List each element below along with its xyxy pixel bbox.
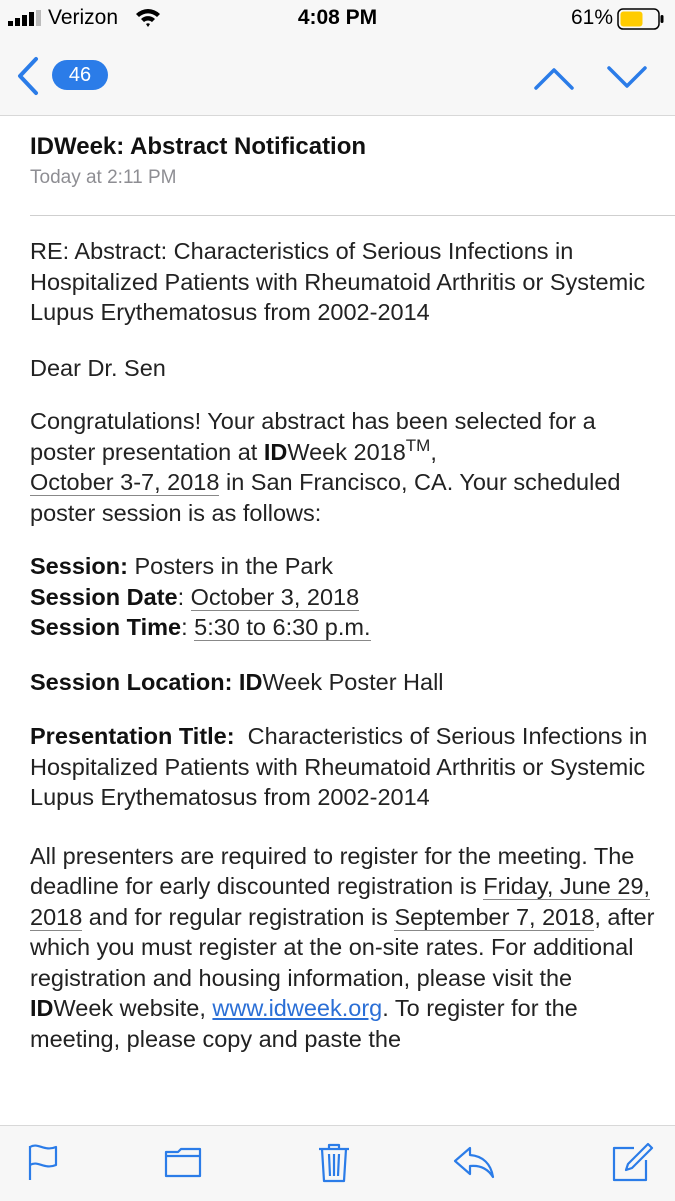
move-folder-button[interactable] — [162, 1140, 206, 1184]
registration-text-3: , after which you must register at the on-site rates. For additional registration and housing information, please visit the — [30, 903, 655, 991]
email-body — [30, 236, 660, 1054]
previous-message-button[interactable] — [530, 60, 578, 96]
conference-dates-link[interactable]: October 3-7, 2018 — [30, 469, 220, 495]
presentation-title-label: Presentation Title: — [30, 723, 235, 749]
reply-button[interactable] — [452, 1140, 496, 1184]
presentation-title — [30, 721, 660, 813]
flag-icon — [22, 1140, 66, 1184]
bottom-toolbar — [0, 1125, 675, 1201]
session-details: Session: Posters in the Park Session Date: October 3, 2018 Session Time: 5:30 to 6:30 p.m. — [30, 553, 371, 640]
status-bar — [0, 0, 675, 38]
registration-text-5: . To register for the meeting, please copy and paste the — [30, 995, 578, 1052]
greeting: Dear Dr. Sen — [30, 354, 166, 381]
registration-text-2: and for regular registration is — [82, 903, 395, 930]
location-label: Session Location: — [30, 668, 239, 695]
idweek-bold: ID — [263, 438, 288, 465]
congrats-text-end: in San Francisco, CA. Your scheduled poster session is as follows: — [30, 469, 621, 526]
idweek-text: Week 2018 — [287, 438, 406, 465]
trademark: TM — [405, 435, 431, 455]
chevron-down-icon — [603, 60, 651, 96]
idweek-website-link[interactable]: www.idweek.org — [212, 995, 383, 1021]
trash-icon — [312, 1140, 356, 1184]
chevron-left-icon — [16, 56, 40, 96]
session-date-label: Session Date — [30, 583, 178, 610]
compose-icon — [610, 1140, 654, 1184]
nav-bar — [0, 38, 675, 116]
registration-text: All presenters are required to register for the meeting. The deadline for early discounted registration is — [30, 842, 635, 899]
registration-text-4: Week website, — [53, 995, 213, 1021]
early-deadline-link[interactable]: Friday, June 29, 2018 — [30, 873, 651, 930]
congrats-text: Congratulations! Your abstract has been selected for a poster presentation at — [30, 408, 596, 465]
session-time-link[interactable]: 5:30 to 6:30 p.m. — [194, 614, 371, 640]
congrats-comma: , — [430, 438, 437, 465]
congrats-paragraph — [30, 406, 660, 528]
flag-button[interactable] — [22, 1140, 66, 1184]
session-label: Session: — [30, 553, 128, 579]
email-date: Today at 2:11 PM — [30, 167, 177, 188]
battery-icon — [617, 8, 665, 30]
unread-count-badge: 46 — [52, 60, 108, 90]
folder-icon — [162, 1140, 206, 1184]
header-divider — [30, 215, 675, 216]
next-message-button[interactable] — [603, 60, 651, 96]
registration-paragraph — [30, 841, 660, 1055]
back-button[interactable] — [12, 54, 112, 98]
chevron-up-icon — [530, 60, 578, 96]
compose-button[interactable] — [610, 1140, 654, 1184]
trash-button[interactable] — [312, 1140, 356, 1184]
re-line: RE: Abstract: Characteristics of Serious Infections in Hospitalized Patients with Rheumatoid Arthritis or Systemic Lupus Erythematosus from 2002-2014 — [30, 238, 646, 325]
session-location — [30, 667, 660, 698]
registration-id-bold: ID — [30, 995, 54, 1021]
location-id-bold: ID — [238, 668, 263, 695]
session-time-label: Session Time — [30, 614, 182, 640]
battery-percent: 61% — [570, 6, 613, 29]
clock: 4:08 PM — [297, 6, 378, 29]
regular-deadline-link[interactable]: September 7, 2018 — [394, 903, 595, 930]
presentation-title-value: Characteristics of Serious Infections in Hospitalized Patients with Rheumatoid Arthritis or Systemic Lupus Erythematosus from 2002-2014 — [30, 723, 654, 810]
session-value: Posters in the Park — [127, 553, 334, 579]
carrier-label: Verizon — [48, 6, 119, 29]
session-date-link[interactable]: October 3, 2018 — [190, 583, 360, 610]
location-value: Week Poster Hall — [262, 668, 444, 695]
reply-icon — [452, 1140, 496, 1184]
email-subject: IDWeek: Abstract Notification — [30, 133, 367, 160]
